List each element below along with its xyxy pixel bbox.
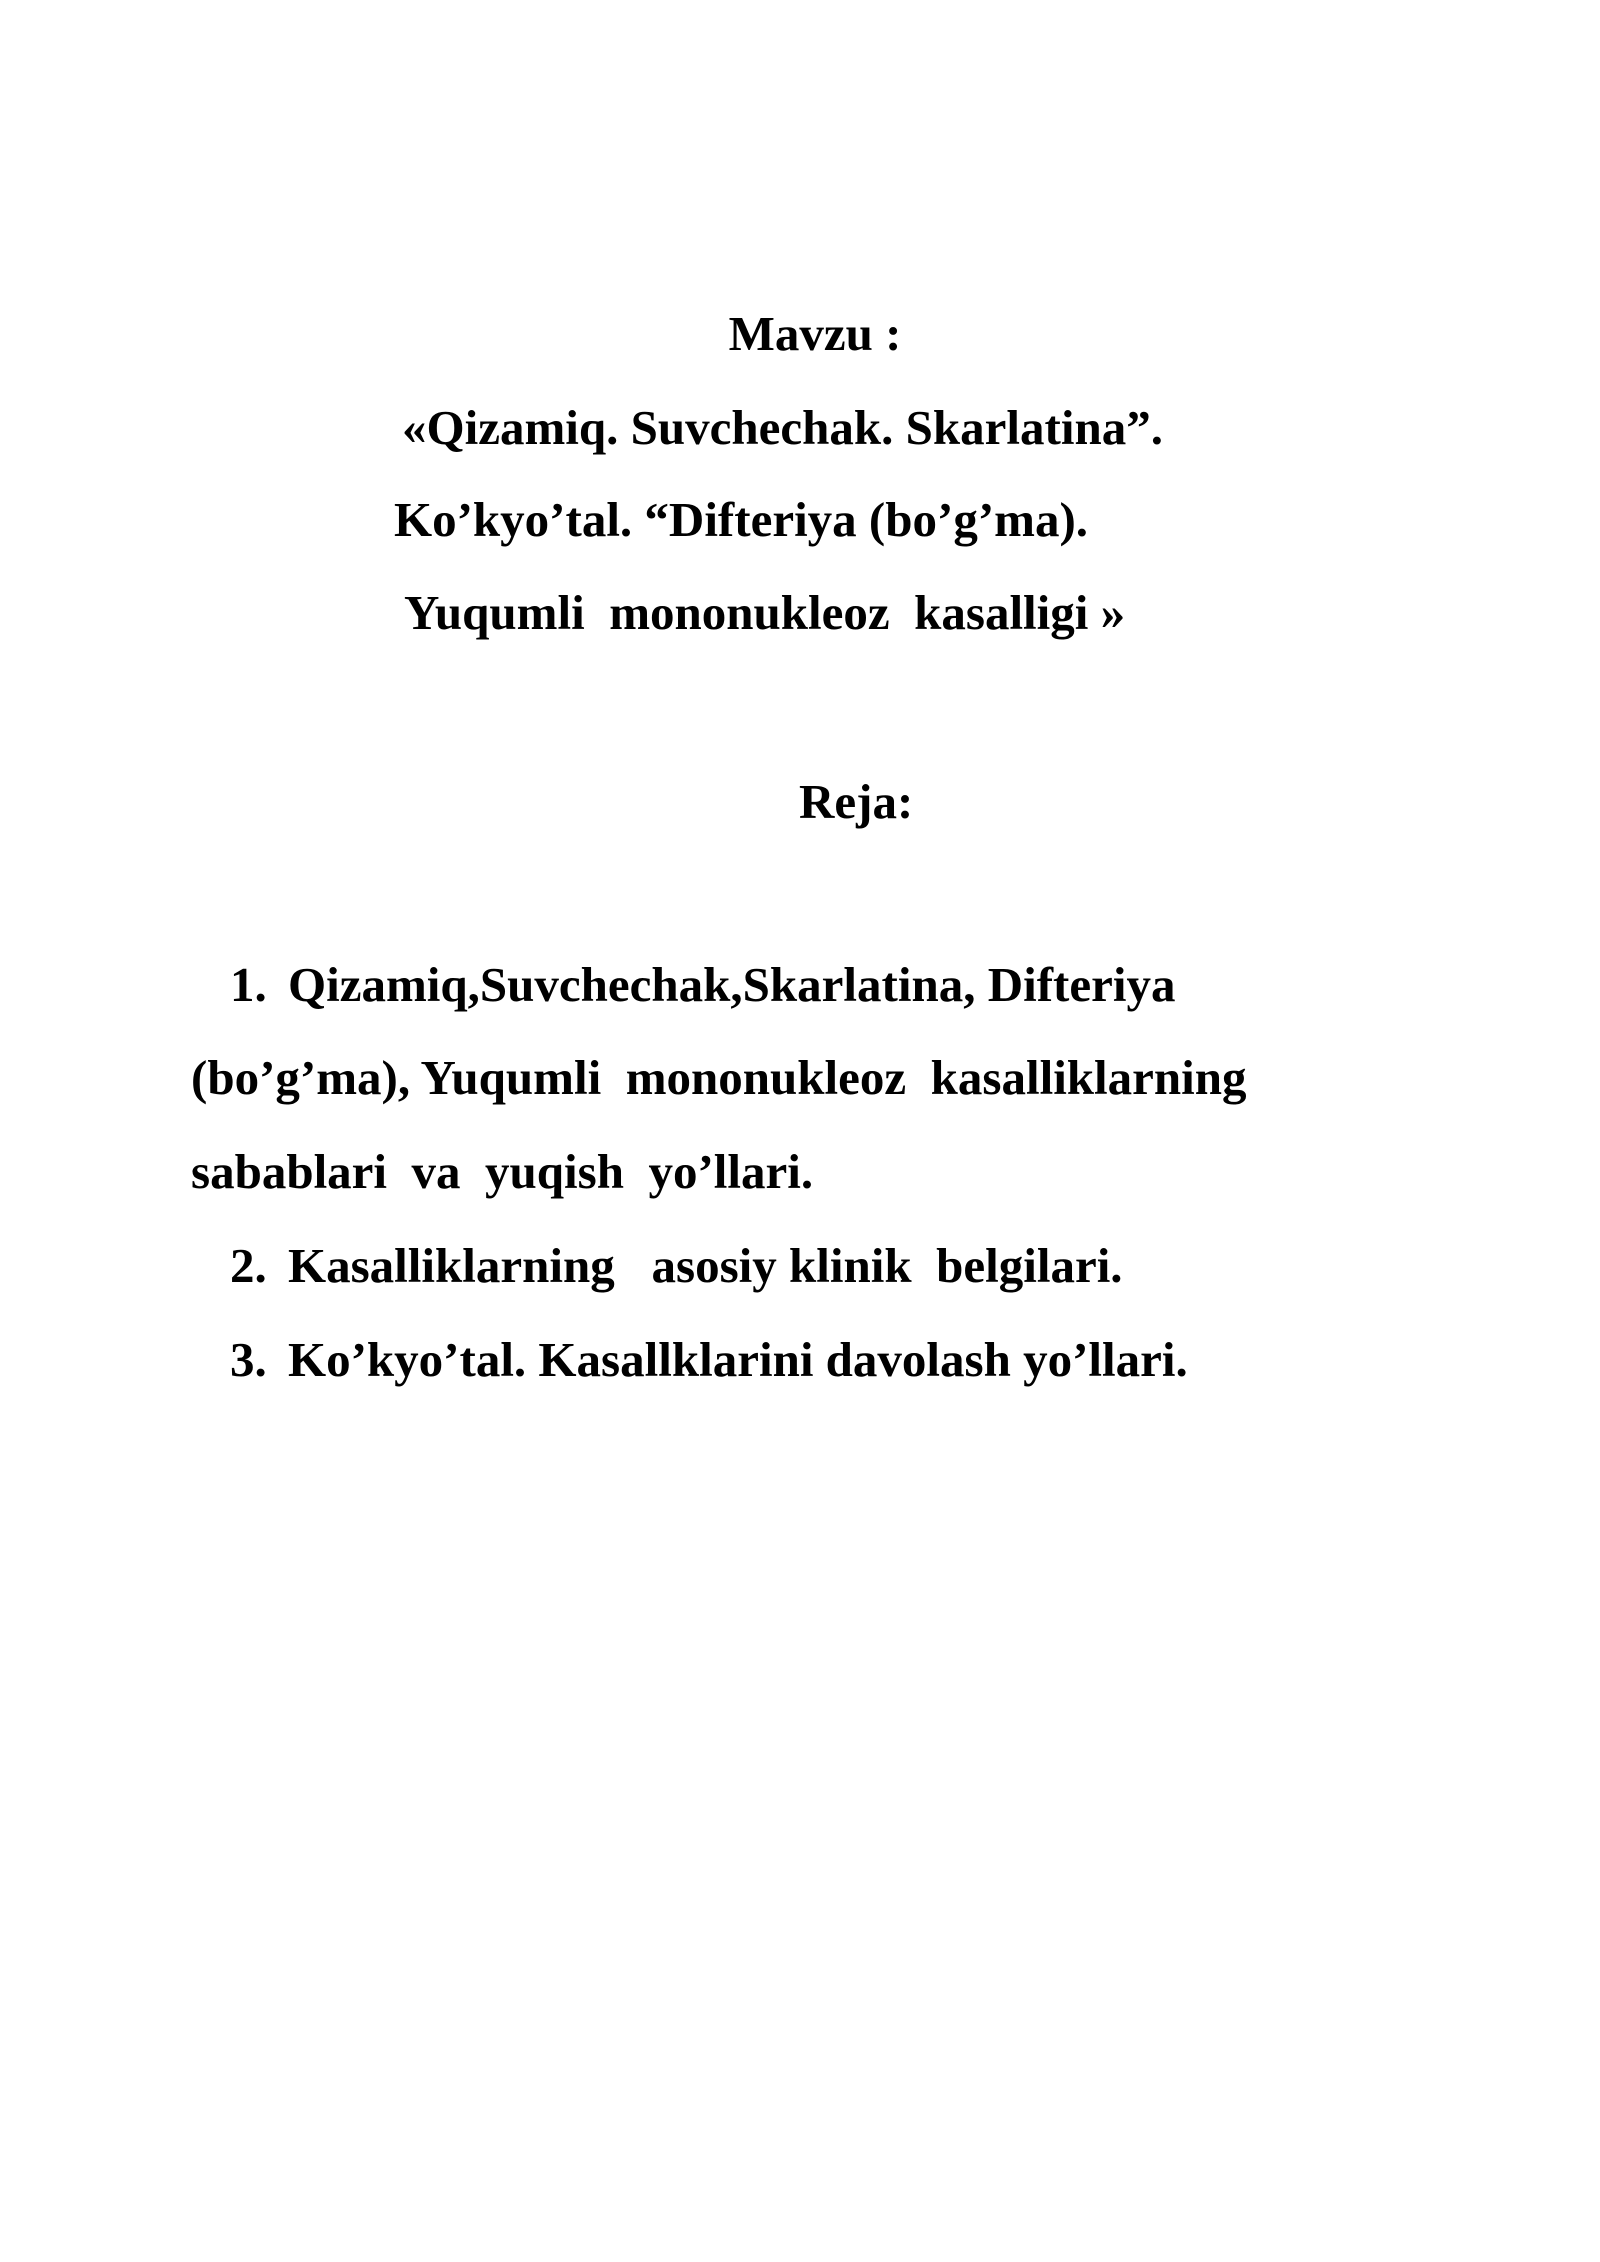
plan-heading: Reja: [799, 774, 914, 829]
plan-item-1-line-2: (bo’g’ma), Yuqumli mononukleoz kasalliklarning [191, 1050, 1247, 1105]
plan-item-1-line-3: sabablari va yuqish yo’llari. [191, 1144, 814, 1199]
plan-item-1-line-1: Qizamiq,Suvchechak,Skarlatina, Difteriya [288, 957, 1176, 1012]
plan-item-1-number: 1. [230, 957, 267, 1012]
topic-title-line-3: Yuqumli mononukleoz kasalligi » [404, 585, 1126, 640]
plan-item-3-line-1: Ko’kyo’tal. Kasallklarini davolash yo’llari. [288, 1332, 1188, 1387]
topic-label: Mavzu : [728, 306, 902, 361]
topic-title-line-1: «Qizamiq. Suvchechak. Skarlatina”. [402, 400, 1163, 455]
plan-item-2-line-1: Kasalliklarning asosiy klinik belgilari. [288, 1238, 1123, 1293]
topic-title-line-2: Ko’kyo’tal. “Difteriya (bo’g’ma). [394, 492, 1089, 547]
plan-item-2-number: 2. [230, 1238, 267, 1293]
plan-item-3-number: 3. [230, 1332, 267, 1387]
